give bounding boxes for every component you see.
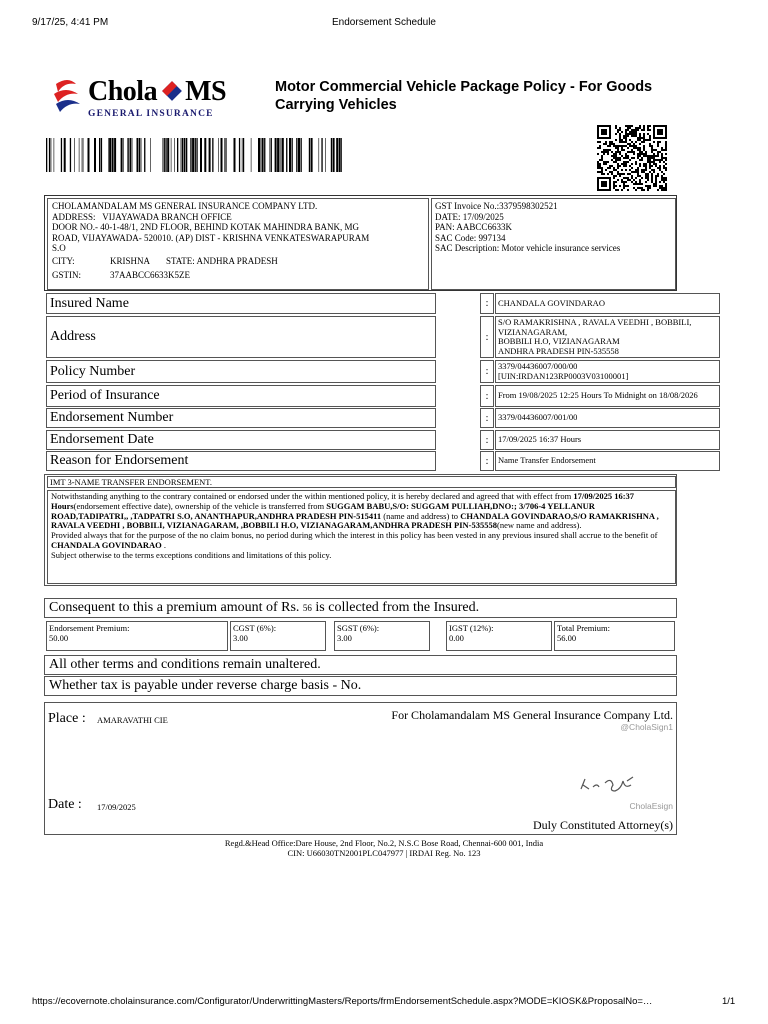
print-date: 9/17/25, 4:41 PM [32,17,109,28]
gst-details [431,198,676,290]
endorsement-number-value: 3379/04436007/001/00 [495,408,720,428]
colon: : [480,451,494,471]
logo-brand: Chola MS [88,76,227,107]
page-number: 1/1 [722,996,736,1007]
qr-code [597,125,667,191]
policy-number-row [44,360,677,384]
endorsement-date-label: Endorsement Date [46,430,436,450]
company-logo [50,72,240,122]
address-row [44,316,692,359]
company-city-state: CITY: KRISHNA STATE: ANDHRA PRADESH [52,255,278,266]
insured-name-value: CHANDALA GOVINDARAO [495,293,720,314]
footer [0,838,768,858]
company-name: CHOLAMANDALAM MS GENERAL INSURANCE COMPANY LTD. [52,201,318,211]
for-company: For Cholamandalam MS General Insurance Company Ltd. [391,708,673,722]
company-gst-box [44,195,677,291]
policy-title: Motor Commercial Vehicle Package Policy - For Goods Carrying Vehicles [275,79,653,113]
logo-subtitle: GENERAL INSURANCE [88,109,214,119]
endorsement-paragraph-1: Notwithstanding anything to the contrary contained or endorsed under the within mentioned policy, it is hereby declared and agreed that with effect from 17/09/2025 16:37 Hours(endorsement effective date), ownership of the vehicle is transferred from SUGGAM BABU,S/O: SUGGAM PULLIAH,DNO:; 3/706-4 YELLANUR ROAD,TADIPATRI,, ,TADPATRI S.O, ANANTHAPUR,ANDHRA PRADESH PIN-515411 (name and address) to CHANDALA GOVINDARAO,S/O RAMAKRISHNA , RAVALA VEEDHI , BOBBILI, VIZIANAGARAM, ,BOBBILI H.O, VIZIANAGARAM,ANDHRA PRADESH PIN-535558(new name and address). [51,491,659,531]
cholasign-label: @CholaSign1 [620,722,673,732]
premium-breakdown [44,621,677,653]
colon: : [480,293,494,314]
date-label: Date : [48,797,82,812]
company-gstin: GSTIN: 37AABCC6633K5ZE [52,270,191,280]
cgst: CGST (6%): 3.00 [230,621,326,651]
reason-label: Reason for Endorsement [46,451,436,471]
signature-image [577,773,657,797]
chola-diamond-icon [162,81,182,101]
date-value: 17/09/2025 [97,802,136,812]
chola-swirl-icon [50,74,86,118]
gst-sac-code: SAC Code: 997134 [435,232,506,243]
sgst: SGST (6%): 3.00 [334,621,430,651]
reason-value: Name Transfer Endorsement [495,451,720,471]
address-value: S/O RAMAKRISHNA , RAVALA VEEDHI , BOBBILI, VIZIANAGARAM, BOBBILI H.O, VIZIANAGARAM ANDHRA PRADESH PIN-535558 [495,316,720,358]
policy-number-value: 3379/04436007/000/00 [UIN:IRDAN123RP0003V03100001] [495,360,720,383]
igst: IGST (12%): 0.00 [446,621,552,651]
colon: : [480,316,494,358]
endorsement-date-value: 17/09/2025 16:37 Hours [495,430,720,450]
period-label: Period of Insurance [46,385,436,407]
tax-line: Whether tax is payable under reverse charge basis - No. [44,676,677,696]
company-address: ADDRESS: VIJAYAWADA BRANCH OFFICE [52,211,232,222]
endorsement-box [44,474,677,586]
gst-date: DATE: 17/09/2025 [435,211,504,222]
reason-row [44,451,677,472]
insured-name-label: Insured Name [46,293,436,314]
colon: : [480,408,494,428]
colon: : [480,360,494,383]
company-door: DOOR NO.- 40-1-48/1, 2ND FLOOR, BEHIND KOTAK MAHINDRA BANK, MG ROAD, VIJAYAWADA- 520010. (AP) DIST - KRISHNA VENKATESWARAPURAM S.O [52,222,370,253]
company-details [47,198,429,290]
endorsement-heading: IMT 3-NAME TRANSFER ENDORSEMENT. [47,476,676,488]
cholaesign-label: CholaEsign [629,801,673,811]
colon: : [480,385,494,407]
insured-name-row [44,293,677,315]
footer-address: Regd.&Head Office:Dare House, 2nd Floor, No.2, N.S.C Bose Road, Chennai-600 001, India [224,838,544,848]
endorsement-paragraph-2: Provided always that for the purpose of the no claim bonus, no period during which the interest in this policy has been vested in any previous insured shall accrue to the benefit of CHANDALA GOVINDARAO . [51,530,658,550]
barcode [46,138,342,172]
gst-pan: PAN: AABCC6633K [435,222,512,232]
print-title: Endorsement Schedule [332,17,436,28]
print-header [0,17,768,31]
terms-line: All other terms and conditions remain unaltered. [44,655,677,675]
total-premium: Total Premium: 56.00 [554,621,675,651]
period-value: From 19/08/2025 12:25 Hours To Midnight on 18/08/2026 [495,385,720,407]
endorsement-premium: Endorsement Premium: 50.00 [46,621,228,651]
gst-sac-desc: SAC Description: Motor vehicle insurance services [435,243,621,253]
period-row [44,385,698,407]
place-value: AMARAVATHI CIE [97,715,168,725]
gst-invoice: GST Invoice No.:3379598302521 [435,201,558,211]
endorsement-number-row [44,408,677,429]
policy-number-label: Policy Number [46,360,436,383]
print-url: https://ecovernote.cholainsurance.com/Configurator/UnderwrittingMasters/Reports/frmEndorsementSchedule.aspx?MODE=KIOSK&ProposalNo=… [32,996,653,1007]
premium-line: Consequent to this a premium amount of Rs. 56 is collected from the Insured. [44,598,677,618]
address-label: Address [46,316,436,358]
endorsement-body [47,490,676,584]
colon: : [480,430,494,450]
place-label: Place : [48,711,86,726]
footer-cin: CIN: U66030TN2001PLC047977 | IRDAI Reg. No. 123 [287,848,481,858]
endorsement-number-label: Endorsement Number [46,408,436,428]
endorsement-paragraph-3: Subject otherwise to the terms exceptions conditions and limitations of this policy. [51,549,332,560]
signature-area [44,702,677,835]
attorney-label: Duly Constituted Attorney(s) [533,818,673,832]
endorsement-date-row [44,430,677,451]
